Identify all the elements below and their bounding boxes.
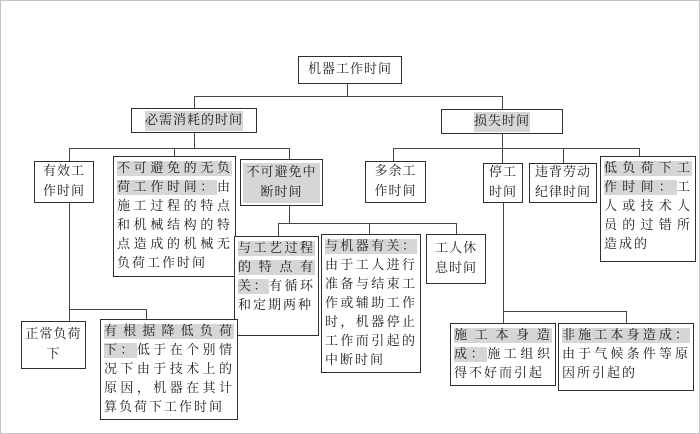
node-worker-rest-time xyxy=(426,234,486,284)
node-label: 损失时间 xyxy=(474,112,530,132)
connector xyxy=(503,203,504,311)
node-machine-related xyxy=(321,234,421,373)
node-body: 施工组织得不好而引起 xyxy=(454,347,552,381)
node-body: 工人或技术人员的过错所造成的 xyxy=(604,180,692,252)
node-justified-reduced-load xyxy=(100,319,238,420)
node-necessary-time xyxy=(131,108,257,133)
connector xyxy=(502,133,503,148)
node-body: 低于在个别情况下由于技术上的原因，机器在其计算负荷下工作时间 xyxy=(104,343,234,415)
connector xyxy=(626,311,627,323)
connector xyxy=(194,96,503,97)
node-label: 工人休息时间 xyxy=(434,241,477,276)
connector xyxy=(289,148,290,159)
connector xyxy=(456,223,457,234)
connector xyxy=(289,206,290,223)
connector xyxy=(194,132,195,148)
node-label: 必需消耗的时间 xyxy=(145,111,243,131)
node-label: 机器工作时间 xyxy=(307,62,392,77)
node-process-related xyxy=(234,236,319,336)
node-title: 非施工本身造成： xyxy=(562,328,690,343)
node-normal-load xyxy=(21,321,86,369)
node-machine-work-time xyxy=(298,56,402,84)
connector xyxy=(369,223,370,234)
node-body: 由施工过程的特点和机械结构的特点造成的机械无负荷工作时间 xyxy=(117,180,232,271)
connector xyxy=(393,148,639,149)
node-title: 与机器有关： xyxy=(325,239,417,254)
node-label: 违背劳动纪律时间 xyxy=(534,165,591,200)
node-label: 不可避免中断时间 xyxy=(243,163,320,203)
node-redundant-work-time xyxy=(365,161,426,203)
node-label: 停工时间 xyxy=(488,165,517,200)
node-low-load-time xyxy=(600,156,696,262)
node-body: 由于工人进行准备与结束工作或辅助工作时，机器停止工作而引起的中断时间 xyxy=(325,258,417,368)
connector xyxy=(503,311,626,312)
node-title: 不可避免的无负荷工作时间： xyxy=(117,161,232,195)
node-construction-caused xyxy=(450,323,556,386)
connector xyxy=(69,203,70,309)
node-title: 施工本身造成： xyxy=(454,328,552,362)
connector xyxy=(502,148,503,163)
node-title: 有根据降低负荷下： xyxy=(104,324,234,358)
node-shutdown-time xyxy=(483,163,523,203)
node-title: 与工艺过程的特点有关： xyxy=(238,241,315,294)
connector xyxy=(278,223,456,224)
node-label: 有效工作时间 xyxy=(42,164,85,199)
node-non-construction-caused xyxy=(558,323,694,391)
node-label: 正常负荷下 xyxy=(25,327,82,362)
node-label: 多余工作时间 xyxy=(374,164,417,199)
connector xyxy=(563,148,564,163)
connector xyxy=(69,309,70,321)
connector xyxy=(69,148,289,149)
node-title: 低负荷下工作时间： xyxy=(604,161,692,195)
node-body: 由于气候条件等原因所引起的 xyxy=(562,347,690,381)
connector xyxy=(194,96,195,108)
node-body: 有循环和定期两种 xyxy=(238,279,315,313)
connector xyxy=(639,148,640,156)
connector xyxy=(69,148,70,161)
connector xyxy=(393,148,394,161)
connector xyxy=(347,83,348,97)
connector xyxy=(146,309,147,319)
node-loss-time xyxy=(441,109,563,134)
connector xyxy=(503,311,504,323)
connector xyxy=(69,309,146,310)
node-unavoidable-noload-time xyxy=(113,156,236,277)
node-effective-work-time xyxy=(34,161,94,203)
node-discipline-violation-time xyxy=(529,163,597,203)
connector xyxy=(502,96,503,109)
node-unavoidable-interrupt-time xyxy=(240,159,323,206)
connector xyxy=(278,223,279,236)
